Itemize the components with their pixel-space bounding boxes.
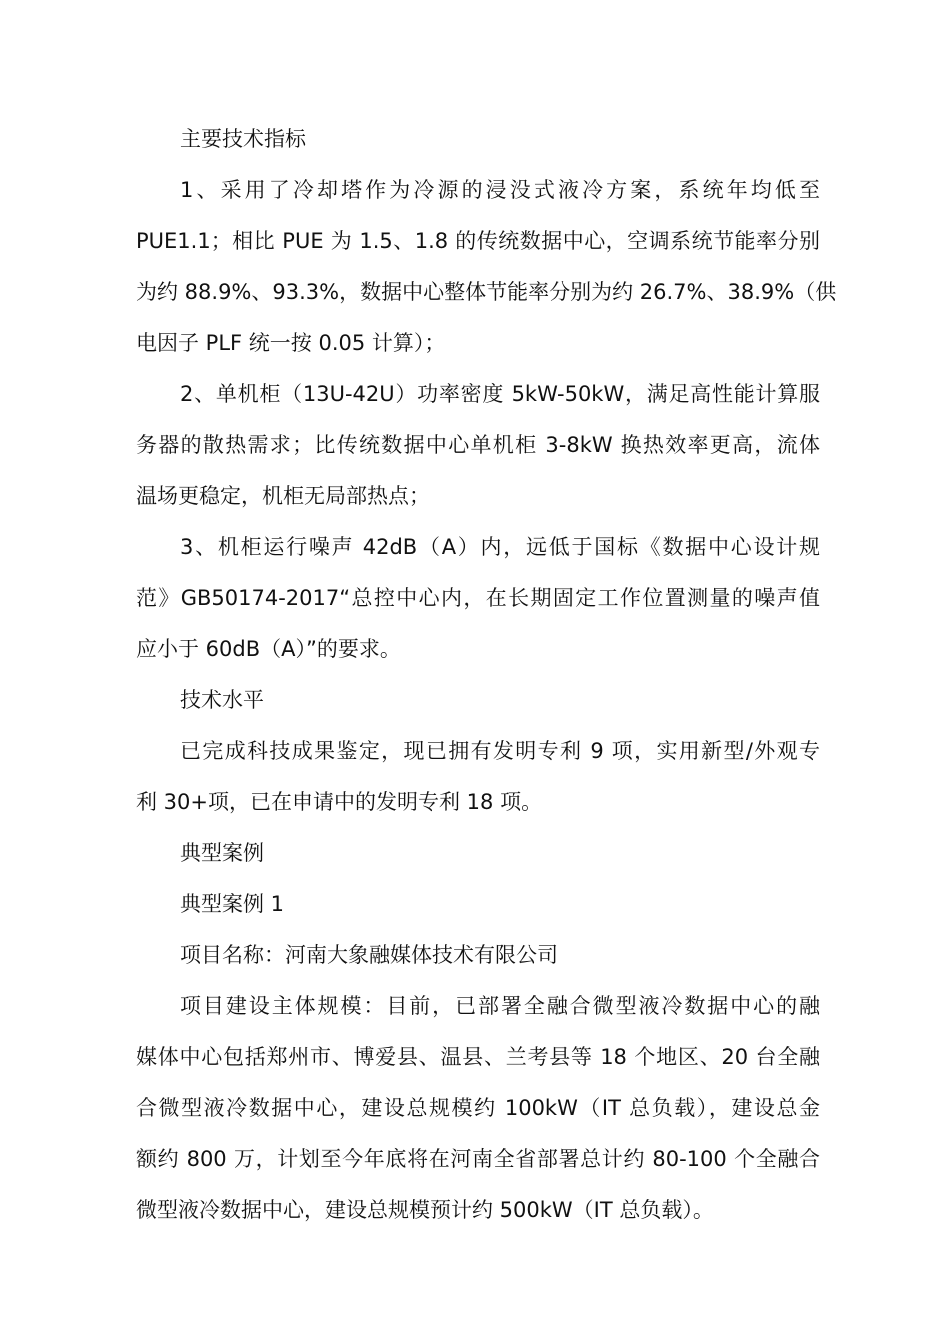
- paragraph-line: 温场更稳定，机柜无局部热点；: [136, 484, 430, 508]
- paragraph-line: 为约 88.9%、93.3%，数据中心整体节能率分别为约 26.7%、38.9%（供: [136, 280, 837, 304]
- paragraph-line: 项目建设主体规模：目前，已部署全融合微型液冷数据中心的融: [180, 994, 820, 1018]
- paragraph-line: 额约 800 万，计划至今年底将在河南全省部署总计约 80-100 个全融合: [136, 1147, 820, 1171]
- paragraph-line: 应小于 60dB（A）”的要求。: [136, 637, 401, 661]
- paragraph-line: 电因子 PLF 统一按 0.05 计算）；: [136, 331, 446, 355]
- paragraph-line: 微型液冷数据中心，建设总规模预计约 500kW（IT 总负载）。: [136, 1198, 714, 1222]
- heading-typical-cases: 典型案例: [180, 841, 264, 865]
- paragraph-line: 利 30+项，已在申请中的发明专利 18 项。: [136, 790, 543, 814]
- paragraph-line: 1、采用了冷却塔作为冷源的浸没式液冷方案，系统年均低至: [180, 178, 820, 202]
- paragraph-line: 已完成科技成果鉴定，现已拥有发明专利 9 项，实用新型/外观专: [180, 739, 820, 763]
- paragraph-line: 合微型液冷数据中心，建设总规模约 100kW（IT 总负载），建设总金: [136, 1096, 820, 1120]
- heading-main-indicators: 主要技术指标: [180, 127, 306, 151]
- paragraph-line: 范》GB50174-2017“总控中心内，在长期固定工作位置测量的噪声值: [136, 586, 820, 610]
- project-name: 项目名称：河南大象融媒体技术有限公司: [180, 943, 558, 967]
- heading-tech-level: 技术水平: [180, 688, 264, 712]
- paragraph-line: 务器的散热需求；比传统数据中心单机柜 3-8kW 换热效率更高，流体: [136, 433, 820, 457]
- paragraph-line: 3、机柜运行噪声 42dB（A）内，远低于国标《数据中心设计规: [180, 535, 820, 559]
- paragraph-line: 媒体中心包括郑州市、博爱县、温县、兰考县等 18 个地区、20 台全融: [136, 1045, 820, 1069]
- paragraph-line: 2、单机柜（13U-42U）功率密度 5kW-50kW，满足高性能计算服: [180, 382, 820, 406]
- document-body: [136, 114, 837, 1236]
- paragraph-line: PUE1.1；相比 PUE 为 1.5、1.8 的传统数据中心，空调系统节能率分别: [136, 229, 820, 253]
- heading-case-1: 典型案例 1: [180, 892, 285, 916]
